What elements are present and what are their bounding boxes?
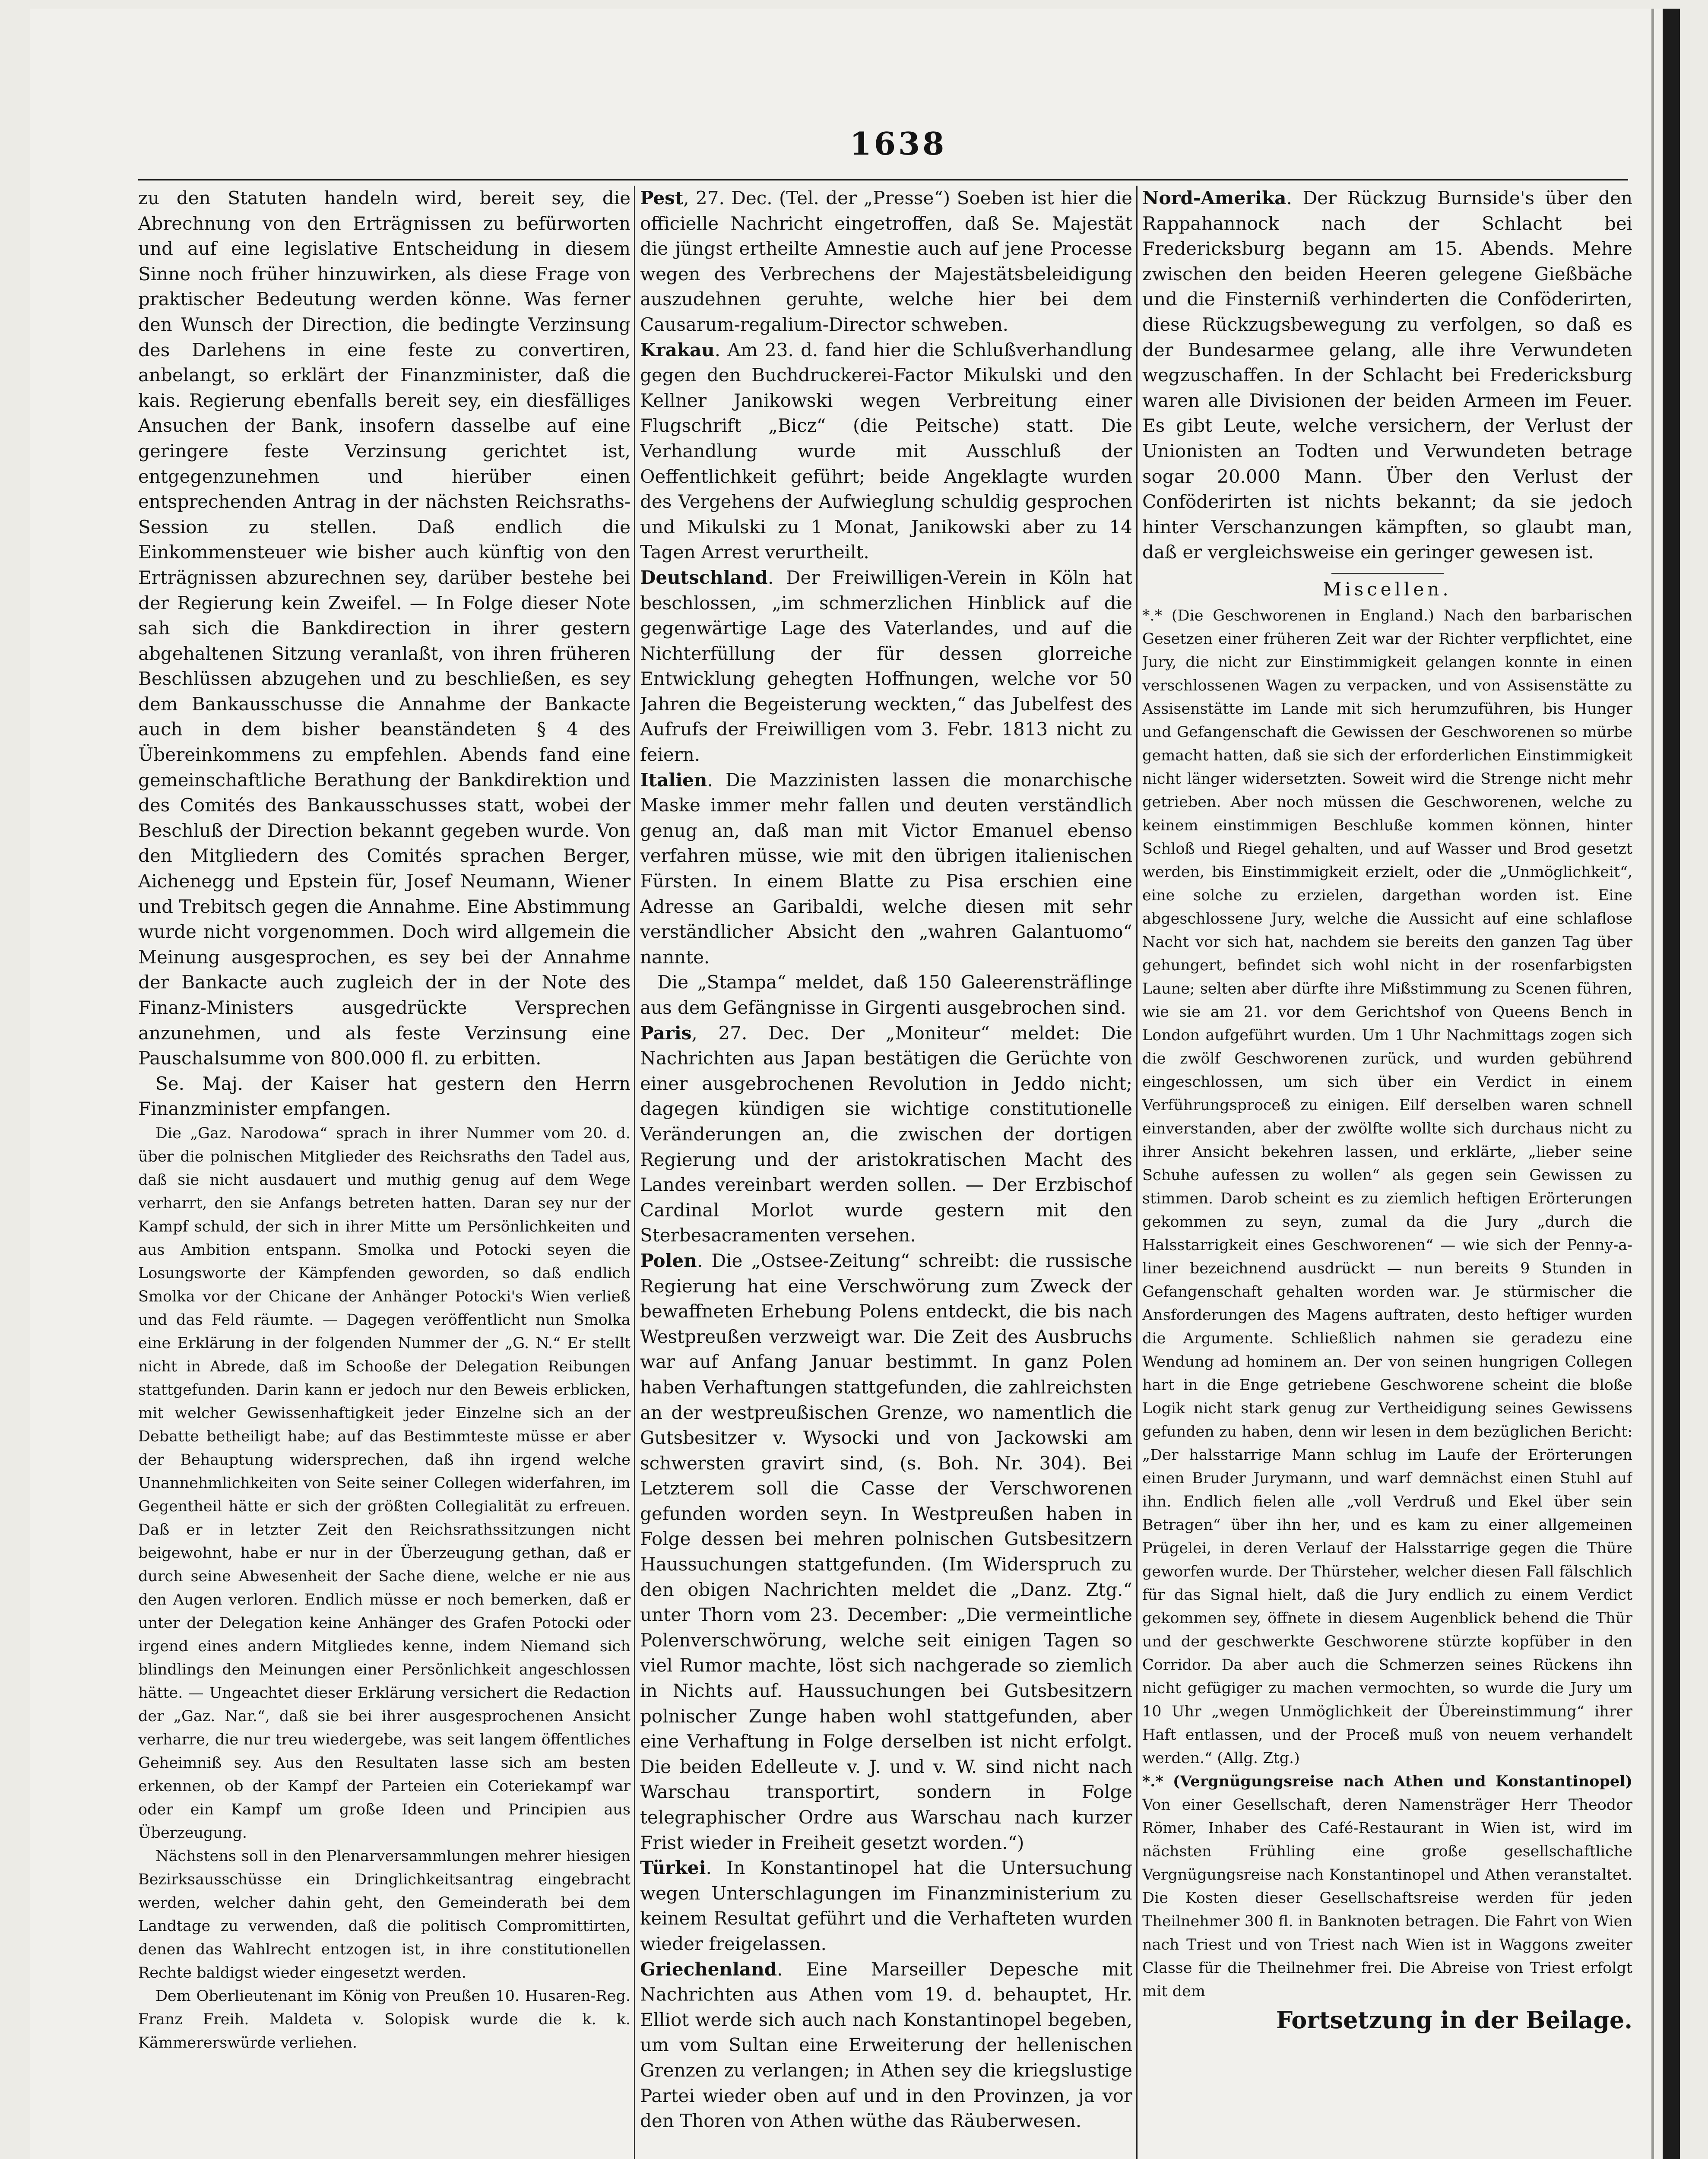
continued-note: Fortsetzung in der Beilage. (1276, 2006, 1632, 2034)
news-text: . Der Freiwilligen-Verein in Köln hat beschlossen, „im schmerzlichen Hinblick auf die gegenwärtige Lage des Vaterlandes, und auf die Nichterfüllung der für dessen glorreiche Entwicklung gehegten Hoffnungen, welche vor 50 Jahren die Begeisterung weckten,“ das Jubelfest des Aufrufs der Freiwilligen vom 3. Febr. 1813 nicht zu feiern. (640, 567, 1132, 766)
article-paragraph: Se. Maj. der Kaiser hat gestern den Herrn Finanzminister empfangen. (138, 1073, 631, 1120)
page-edge-shadow (1663, 9, 1680, 2159)
section-separator (1331, 573, 1444, 574)
article-paragraph: Nächstens soll in den Plenarversammlungen mehrer hiesigen Bezirksausschüsse ein Dringlichkeitsantrag eingebracht werden, welcher dahin geht, den Gemeinderath bei dem Landtage zu verwenden, daß die politisch Compromittirten, denen das Wahlrecht entzogen ist, in ihre constitutionellen Rechte baldigst wieder eingesetzt werden. (138, 1847, 631, 1982)
misc-text: Von einer Gesellschaft, deren Namensträger Herr Theodor Römer, Inhaber des Café-Restaurant in Wien ist, wird im nächsten Frühling eine große gesellschaftliche Vergnügungsreise nach Konstantinopel und Athen veranstaltet. Die Kosten dieser Gesellschaftsreise werden für jeden Theilnehmer 300 fl. in Banknoten betragen. Die Fahrt von Wien nach Triest und von Triest nach Wien ist in Waggons zweiter Classe für die Theilnehmer frei. Die Abreise von Triest erfolgt mit dem (1142, 1796, 1632, 2000)
news-item-nordamerika (1142, 186, 1632, 565)
misc-text: Nach den barbarischen Gesetzen einer früheren Zeit war der Richter verpflichtet, eine Jury, die nicht zur Einstimmigkeit gelangen konnte in einen verschlossenen Wagen zu verpacken, und von Assisenstätte zu Assisenstätte im Lande mit sich herumzuführen, bis Hunger und Gefangenschaft die Gewissen der Geschworenen so mürbe gemacht hatten, daß sie sich der erforderlichen Einstimmigkeit nicht länger widersetzten. Soweit wird die Strenge nicht mehr getrieben. Aber noch müssen die Geschworenen, welche zu keinem einstimmigen Beschluße kommen können, hinter Schloß und Riegel gehalten, und auf Wasser und Brod gesetzt werden, bis Einstimmigkeit erzielt, oder die „Unmöglichkeit“, eine solche zu erzielen, dargethan worden ist. Eine abgeschlossene Jury, welche die Aussicht auf eine schlaflose Nacht vor sich hat, nachdem sie bereits den ganzen Tag über gehungert, befindet sich wohl nicht in der rosenfarbigsten Laune; selten aber dürfte ihre Mißstimmung zu Scenen führen, wie sie am 21. vor dem Gerichtshof von Queens Bench in London aufgeführt wurden. Um 1 Uhr Nachmittags zogen sich die zwölf Geschworenen zurück, und wurden gebührend eingeschlossen, um sich über ein Verdict in einem Verführungsproceß zu einigen. Eilf derselben waren schnell einverstanden, aber der zwölfte wollte sich durchaus nicht zu ihrer Ansicht bekehren lassen, und erklärte, „lieber seine Schuhe aufessen zu wollen“ als gegen sein Gewissen zu stimmen. Darob scheint es zu ziemlich heftigen Erörterungen gekommen zu seyn, zumal da die Jury „durch die Halsstarrigkeit eines Geschworenen“ — wie sich der Penny-a-liner bezeichnend ausdrückt — nun bereits 9 Stunden in Gefangenschaft gehalten worden war. Je stürmischer die Ansforderungen des Magens auftraten, desto heftiger wurden die Argumente. Schließlich nahmen sie geradezu eine Wendung ad hominem an. Der von seinen hungrigen Collegen hart in die Enge getriebene Geschworene scheint die bloße Logik nicht stark genug zur Vertheidigung seines Gewissens gefunden zu haben, denn wir lesen in dem bezüglichen Bericht: „Der halsstarrige Mann schlug im Laufe der Erörterungen einen Bruder Jurymann, und warf demnächst einen Stuhl auf ihn. Endlich fielen alle „voll Verdruß und Ekel über sein Betragen“ über ihn her, und es kam zu einer allgemeinen Prügelei, in deren Verlauf der Halsstarrige gegen die Thüre geworfen wurde. Der Thürsteher, welcher diesen Fall fälschlich für das Signal hielt, daß die Jury endlich zu einem Verdict gekommen sey, öffnete in diesem Augenblick behend die Thür und der geschwerkte Geschworene stürzte kopfüber in den Corridor. Da aber auch die Schmerzen seines Rückens ihn nicht gefügiger zu machen vermochten, so wurde die Jury um 10 Uhr „wegen Unmöglichkeit der Übereinstimmung“ ihrer Haft entlassen, und der Proceß muß von neuem verhandelt werden.“ (Allg. Ztg.) (1142, 607, 1632, 1767)
news-text: . Die Mazzinisten lassen die monarchische Maske immer mehr fallen und deuten verständlich genug an, daß man mit Victor Emanuel ebenso verfahren müsse, wie mit den übrigen italienischen Fürsten. In einem Blatte zu Pisa erschien eine Adresse an Garibaldi, welche diesen mit sehr verständlicher Absicht den „wahren Galantuomo“ nannte. (640, 769, 1132, 968)
news-item-paris (640, 1021, 1132, 1248)
column-left (138, 186, 631, 2159)
page-number: 1638 (849, 125, 947, 162)
dateline: Nord-Amerika (1142, 187, 1287, 209)
column-divider (634, 186, 635, 2159)
dateline: Türkei (640, 1857, 706, 1879)
news-item-griechenland (640, 1957, 1132, 2134)
article-paragraph: zu den Statuten handeln wird, bereit sey, die Abrechnung von den Erträgnissen zu befürworten und auf eine legislative Entscheidung in diesem Sinne noch früher hinzuwirken, als diese Frage von praktischer Bedeutung werden könne. Was ferner den Wunsch der Direction, die bedingte Verzinsung des Darlehens in eine feste zu convertiren, anbelangt, so erklärt der Finanzminister, daß die kais. Regierung ebenfalls bereit sey, ein diesfälliges Ansuchen der Bank, insofern dasselbe auf eine geringere feste Verzinsung gerichtet ist, entgegenzunehmen und hierüber einen entsprechenden Antrag in der nächsten Reichsraths-Session zu stellen. Daß endlich die Einkommensteuer wie bisher auch künftig von den Erträgnissen abzurechnen sey, darüber bestehe bei der Regierung kein Zweifel. — In Folge dieser Note sah sich die Bankdirection in ihrer gestern abgehaltenen Sitzung veranlaßt, von ihren früheren Beschlüssen abzugehen und zu beschließen, es sey dem Bankausschusse die Annahme der Bankacte auch in dem bisher beanständeten § 4 des Übereinkommens zu empfehlen. Abends fand eine gemeinschaftliche Berathung der Bankdirektion und des Comités des Bankausschusses statt, wobei der Beschluß der Direction bekannt gegeben wurde. Von den Mitgliedern des Comités sprachen Berger, Aichenegg und Epstein für, Josef Neumann, Wiener und Trebitsch gegen die Annahme. Eine Abstimmung wurde nicht vorgenommen. Doch wird allgemein die Meinung ausgesprochen, es sey bei der Annahme der Bankacte auch zugleich der in der Note des Finanz-Ministers ausgedrückte Versprechen anzunehmen, und als feste Verzinsung eine Pauschalsumme von 800.000 fl. zu erbitten. (138, 187, 631, 1069)
news-text: . Eine Marseiller Depesche mit Nachrichten aus Athen vom 19. d. behauptet, Hr. Elliot werde sich auch nach Konstantinopel begeben, um vom Sultan eine Erweiterung der hellenischen Grenzen zu verlangen; in Athen sey die kriegslustige Partei wieder oben auf und in den Provinzen, ja vor den Thoren von Athen wüthe das Räuberwesen. (640, 1958, 1132, 2132)
news-text: , 27. Dec. Der „Moniteur“ meldet: Die Nachrichten aus Japan bestätigen die Gerüchte von einer ausgebrochenen Revolution in Jeddo nicht; dagegen kündigen sie wichtige constitutionelle Veränderungen an, die zwischen der dortigen Regierung und der aristokratischen Macht des Landes vereinbart werden sollen. — Der Erzbischof Cardinal Morlot wurde gestern mit den Sterbesacramenten versehen. (640, 1022, 1132, 1246)
misc-heading: *.* (Vergnügungsreise nach Athen und Konstantinopel) (1142, 1772, 1632, 1790)
news-text: . Am 23. d. fand hier die Schlußverhandlung gegen den Buchdruckerei-Factor Mikulski und den Kellner Janikowski wegen Verbreitung einer Flugschrift „Bicz“ (die Peitsche) statt. Die Verhandlung wurde mit Ausschluß der Oeffentlichkeit geführt; beide Angeklagte wurden des Vergehens der Aufwieglung schuldig gesprochen und Mikulski zu 1 Monat, Janikowski aber zu 14 Tagen Arrest verurtheilt. (640, 339, 1132, 563)
column-divider (1136, 186, 1138, 2159)
dateline: Pest (640, 187, 684, 209)
column-right (1142, 186, 1632, 2159)
dateline: Paris (640, 1022, 692, 1044)
news-text: . Die „Ostsee-Zeitung“ schreibt: die russische Regierung hat eine Verschwörung zum Zweck der bewaffneten Erhebung Polens entdeckt, die bis nach Westpreußen verzweigt war. Die Zeit des Ausbruchs war auf Anfang Januar bestimmt. In ganz Polen haben Verhaftungen stattgefunden, die zahlreichsten an der westpreußischen Grenze, wo namentlich die Gutsbesitzer v. Wysocki und von Jackowski am schwersten gravirt sind, (s. Boh. Nr. 304). Bei Letzterem soll die Casse der Verschworenen gefunden worden seyn. In Westpreußen haben in Folge dessen bei mehren polnischen Gutsbesitzern Haussuchungen stattgefunden. (Im Widerspruch zu den obigen Nachrichten meldet die „Danz. Ztg.“ unter Thorn vom 23. December: „Die vermeintliche Polenverschwörung, welche seit einigen Tagen so viel Rumor machte, löst sich nachgerade so ziemlich in Nichts auf. Haussuchungen bei Gutsbesitzern polnischer Zunge haben wohl stattgefunden, aber eine Verhaftung in Folge derselben ist nicht erfolgt. Die beiden Edelleute v. J. und v. W. sind nicht nach Warschau transportirt, sondern in Folge telegraphischer Ordre aus Warschau nach kurzer Frist wieder in Freiheit gesetzt worden.“) (640, 1250, 1132, 1853)
news-item-tuerkei (640, 1855, 1132, 1956)
section-title-miscellen: Miscellen. (1323, 578, 1452, 600)
dateline: Deutschland (640, 567, 768, 588)
dateline: Polen (640, 1250, 697, 1271)
column-middle (640, 186, 1132, 2159)
article-paragraph: Die „Gaz. Narodowa“ sprach in ihrer Nummer vom 20. d. über die polnischen Mitglieder des Reichsraths den Tadel aus, daß sie nicht ausdauert und muthig genug auf dem Wege verharrt, den sie Anfangs betreten hatten. Daran sey nur der Kampf schuld, der sich in ihrer Mitte um Persönlichkeiten und aus Ambition entspann. Smolka und Potocki seyen die Losungsworte der Kämpfenden geworden, so daß endlich Smolka vor der Chicane der Anhänger Potocki's Wien verließ und das Feld räumte. — Dagegen veröffentlicht nun Smolka eine Erklärung in der folgenden Nummer der „G. N.“ Er stellt nicht in Abrede, daß im Schooße der Delegation Reibungen stattgefunden. Darin kann er jedoch nur den Beweis erblicken, mit welcher Gewissenhaftigkeit jeder Einzelne sich an der Debatte betheiligt habe; auf das Bestimmteste müsse er aber der Behauptung widersprechen, daß ihn irgend welche Unannehmlichkeiten von Seite seiner Collegen widerfahren, im Gegentheil hätte er sich der größten Collegialität zu erfreuen. Daß er in letzter Zeit den Reichsrathssitzungen nicht beigewohnt, habe er nur in der Überzeugung gethan, daß er durch seine Abwesenheit der Sache diene, welche er nie aus den Augen verloren. Endlich müsse er noch bemerken, daß er unter der Delegation keine Anhänger des Grafen Potocki oder irgend eines andern Mitgliedes kenne, indem Niemand sich blindlings den Meinungen einer Persönlichkeit angeschlossen hätte. — Ungeachtet dieser Erklärung versichert die Redaction der „Gaz. Nar.“, daß sie bei ihrer ausgesprochenen Ansicht verharre, die nur treu wiedergebe, was seit langem öffentliches Geheimniß sey. Aus den Resultaten lasse sich am besten erkennen, ob der Kampf der Parteien ein Coteriekampf war oder ein Kampf um große Ideen und Principien aus Überzeugung. (138, 1124, 631, 1842)
misc-item-vergnuegungsreise (1142, 1770, 1632, 2003)
newspaper-page (30, 9, 1680, 2159)
dateline: Italien (640, 769, 707, 791)
dateline: Krakau (640, 339, 715, 361)
news-text: . Der Rückzug Burnside's über den Rappahannock nach der Schlacht bei Fredericksburg begann am 15. Abends. Mehre zwischen den beiden Heeren gelegene Gießbäche und die Finsterniß verhinderten die Conföderirten, diese Rückzugsbewegung zu verfolgen, so daß es der Bundesarmee gelang, alle ihre Verwundeten wegzuschaffen. In der Schlacht bei Fredericksburg waren alle Divisionen der beiden Armeen im Feuer. Es gibt Leute, welche versichern, der Verlust der Unionisten an Todten und Verwundeten betrage sogar 20.000 Mann. Über den Verlust der Conföderirten ist nichts bekannt; da sie jedoch hinter Verschanzungen kämpften, so glaubt man, daß er vergleichsweise ein geringer gewesen ist. (1142, 187, 1632, 563)
news-text: , 27. Dec. (Tel. der „Presse“) Soeben ist hier die officielle Nachricht eingetroffen, daß Se. Majestät die jüngst ertheilte Amnestie auch auf jene Processe wegen des Verbrechens der Majestätsbeleidigung auszudehnen geruhte, welche hier bei dem Causarum-regalium-Director schweben. (640, 187, 1132, 335)
dateline: Griechenland (640, 1958, 777, 1980)
news-item-polen (640, 1248, 1132, 1855)
news-item-italien (640, 768, 1132, 970)
article-paragraph: Dem Oberlieutenant im König von Preußen 10. Husaren-Reg. Franz Freih. Maldeta v. Solopisk wurde die k. k. Kämmererswürde verliehen. (138, 1987, 631, 2051)
news-item-deutschland (640, 565, 1132, 768)
news-item-stampa: Die „Stampa“ meldet, daß 150 Galeerensträflinge aus dem Gefängnisse in Girgenti ausgebrochen sind. (640, 972, 1132, 1018)
news-item-pest (640, 186, 1132, 338)
header-rule (138, 179, 1628, 180)
misc-item-geschworene (1142, 604, 1632, 1770)
news-item-krakau (640, 338, 1132, 565)
misc-heading: *.* (Die Geschworenen in England.) (1142, 607, 1434, 624)
page-edge-line (1651, 9, 1654, 2159)
news-text: . In Konstantinopel hat die Untersuchung wegen Unterschlagungen im Finanzministerium zu keinem Resultat geführt und die Verhafteten wurden wieder freigelassen. (640, 1857, 1132, 1954)
